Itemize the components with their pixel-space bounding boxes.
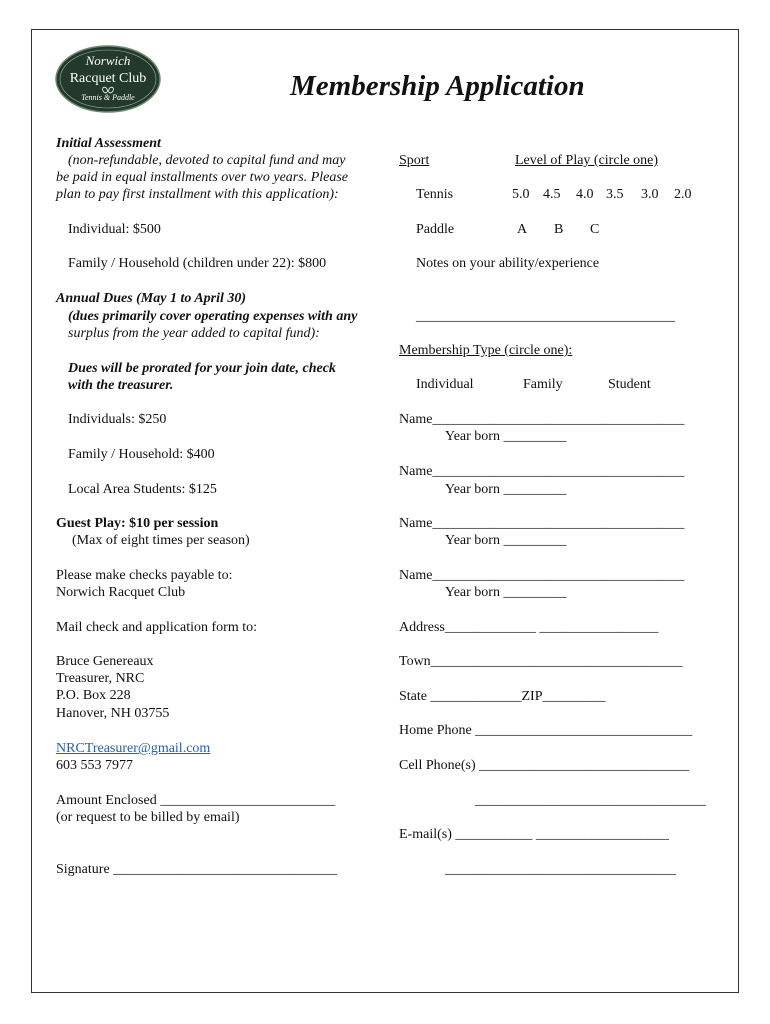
prorate-note-line-1: Dues will be prorated for your join date, check xyxy=(68,361,336,376)
family-fee: Family / Household (children under 22): $800 xyxy=(68,256,327,271)
email-field[interactable]: E-mail(s) ___________ ___________________ xyxy=(399,827,669,842)
cell-phone-field-2[interactable]: _________________________________ xyxy=(475,793,706,808)
address-field[interactable]: Address_____________ _________________ xyxy=(399,620,659,635)
annual-note-line-1: (dues primarily cover operating expenses with any xyxy=(68,309,358,324)
address-city: Hanover, NH 03755 xyxy=(56,706,170,721)
paddle-level-c[interactable]: C xyxy=(590,222,600,237)
member-name-field-1[interactable]: Name____________________________________ xyxy=(399,412,685,427)
dues-individual: Individuals: $250 xyxy=(68,412,167,427)
cell-phone-field[interactable]: Cell Phone(s) ______________________________ xyxy=(399,758,690,773)
dues-family: Family / Household: $400 xyxy=(68,447,215,462)
membership-type-family[interactable]: Family xyxy=(523,377,563,392)
tennis-level-3-5[interactable]: 3.5 xyxy=(606,187,624,202)
state-zip-field[interactable]: State _____________ZIP_________ xyxy=(399,689,606,704)
individual-fee: Individual: $500 xyxy=(68,222,161,237)
annual-dues-heading: Annual Dues (May 1 to April 30) xyxy=(56,291,247,306)
initial-note-line-1: (non-refundable, devoted to capital fund and may xyxy=(68,153,346,168)
member-name-field-2[interactable]: Name____________________________________ xyxy=(399,464,685,479)
tennis-level-5-0[interactable]: 5.0 xyxy=(512,187,530,202)
tennis-level-4-0[interactable]: 4.0 xyxy=(576,187,594,202)
paddle-level-a[interactable]: A xyxy=(517,222,528,237)
tennis-label: Tennis xyxy=(416,187,454,202)
paddle-label: Paddle xyxy=(416,222,455,237)
treasurer-email-link[interactable]: NRCTreasurer@gmail.com xyxy=(56,741,211,756)
paddle-level-b[interactable]: B xyxy=(554,222,564,237)
notes-label: Notes on your ability/experience xyxy=(416,256,600,271)
year-born-field-4[interactable]: Year born _________ xyxy=(445,585,567,600)
norwich-racquet-club-logo xyxy=(55,45,161,113)
town-field[interactable]: Town____________________________________ xyxy=(399,654,683,669)
year-born-field-1[interactable]: Year born _________ xyxy=(445,429,567,444)
year-born-field-3[interactable]: Year born _________ xyxy=(445,533,567,548)
notes-field[interactable]: _____________________________________ xyxy=(416,309,675,324)
prorate-note-line-2: with the treasurer. xyxy=(68,378,174,393)
initial-assessment-heading: Initial Assessment xyxy=(56,136,161,151)
address-po-box: P.O. Box 228 xyxy=(56,688,131,703)
home-phone-field[interactable]: Home Phone _______________________________ xyxy=(399,723,693,738)
amount-enclosed-field[interactable]: Amount Enclosed _________________________ xyxy=(56,793,336,808)
initial-note-line-2: be paid in equal installments over two years. Please xyxy=(56,170,349,185)
mail-to-label: Mail check and application form to: xyxy=(56,620,257,635)
checks-payee: Norwich Racquet Club xyxy=(56,585,186,600)
member-name-field-3[interactable]: Name____________________________________ xyxy=(399,516,685,531)
checks-payable-label: Please make checks payable to: xyxy=(56,568,233,583)
guest-play-heading: Guest Play: $10 per session xyxy=(56,516,219,531)
email-field-2[interactable]: _________________________________ xyxy=(445,862,676,877)
initial-note-line-3: plan to pay first installment with this application): xyxy=(56,187,339,202)
member-name-field-4[interactable]: Name____________________________________ xyxy=(399,568,685,583)
level-of-play-header: Level of Play (circle one) xyxy=(515,153,659,168)
membership-type-student[interactable]: Student xyxy=(608,377,651,392)
annual-note-line-2: surplus from the year added to capital fund): xyxy=(68,326,320,341)
membership-type-individual[interactable]: Individual xyxy=(416,377,474,392)
membership-type-label: Membership Type (circle one): xyxy=(399,343,573,358)
guest-play-note: (Max of eight times per season) xyxy=(72,533,250,548)
tennis-level-3-0[interactable]: 3.0 xyxy=(641,187,659,202)
year-born-field-2[interactable]: Year born _________ xyxy=(445,482,567,497)
page-title: Membership Application xyxy=(290,70,585,102)
sport-header: Sport xyxy=(399,153,430,168)
tennis-level-2-0[interactable]: 2.0 xyxy=(674,187,692,202)
tennis-level-4-5[interactable]: 4.5 xyxy=(543,187,561,202)
logo-line1: Norwich xyxy=(85,53,131,68)
logo-line2: Racquet Club xyxy=(69,71,147,86)
address-name: Bruce Genereaux xyxy=(56,654,154,669)
address-title: Treasurer, NRC xyxy=(56,671,145,686)
signature-field[interactable]: Signature ________________________________ xyxy=(56,862,338,877)
treasurer-phone: 603 553 7977 xyxy=(56,758,133,773)
amount-enclosed-note: (or request to be billed by email) xyxy=(56,810,240,825)
logo-line3: Tennis & Paddle xyxy=(81,93,135,102)
dues-students: Local Area Students: $125 xyxy=(68,482,217,497)
